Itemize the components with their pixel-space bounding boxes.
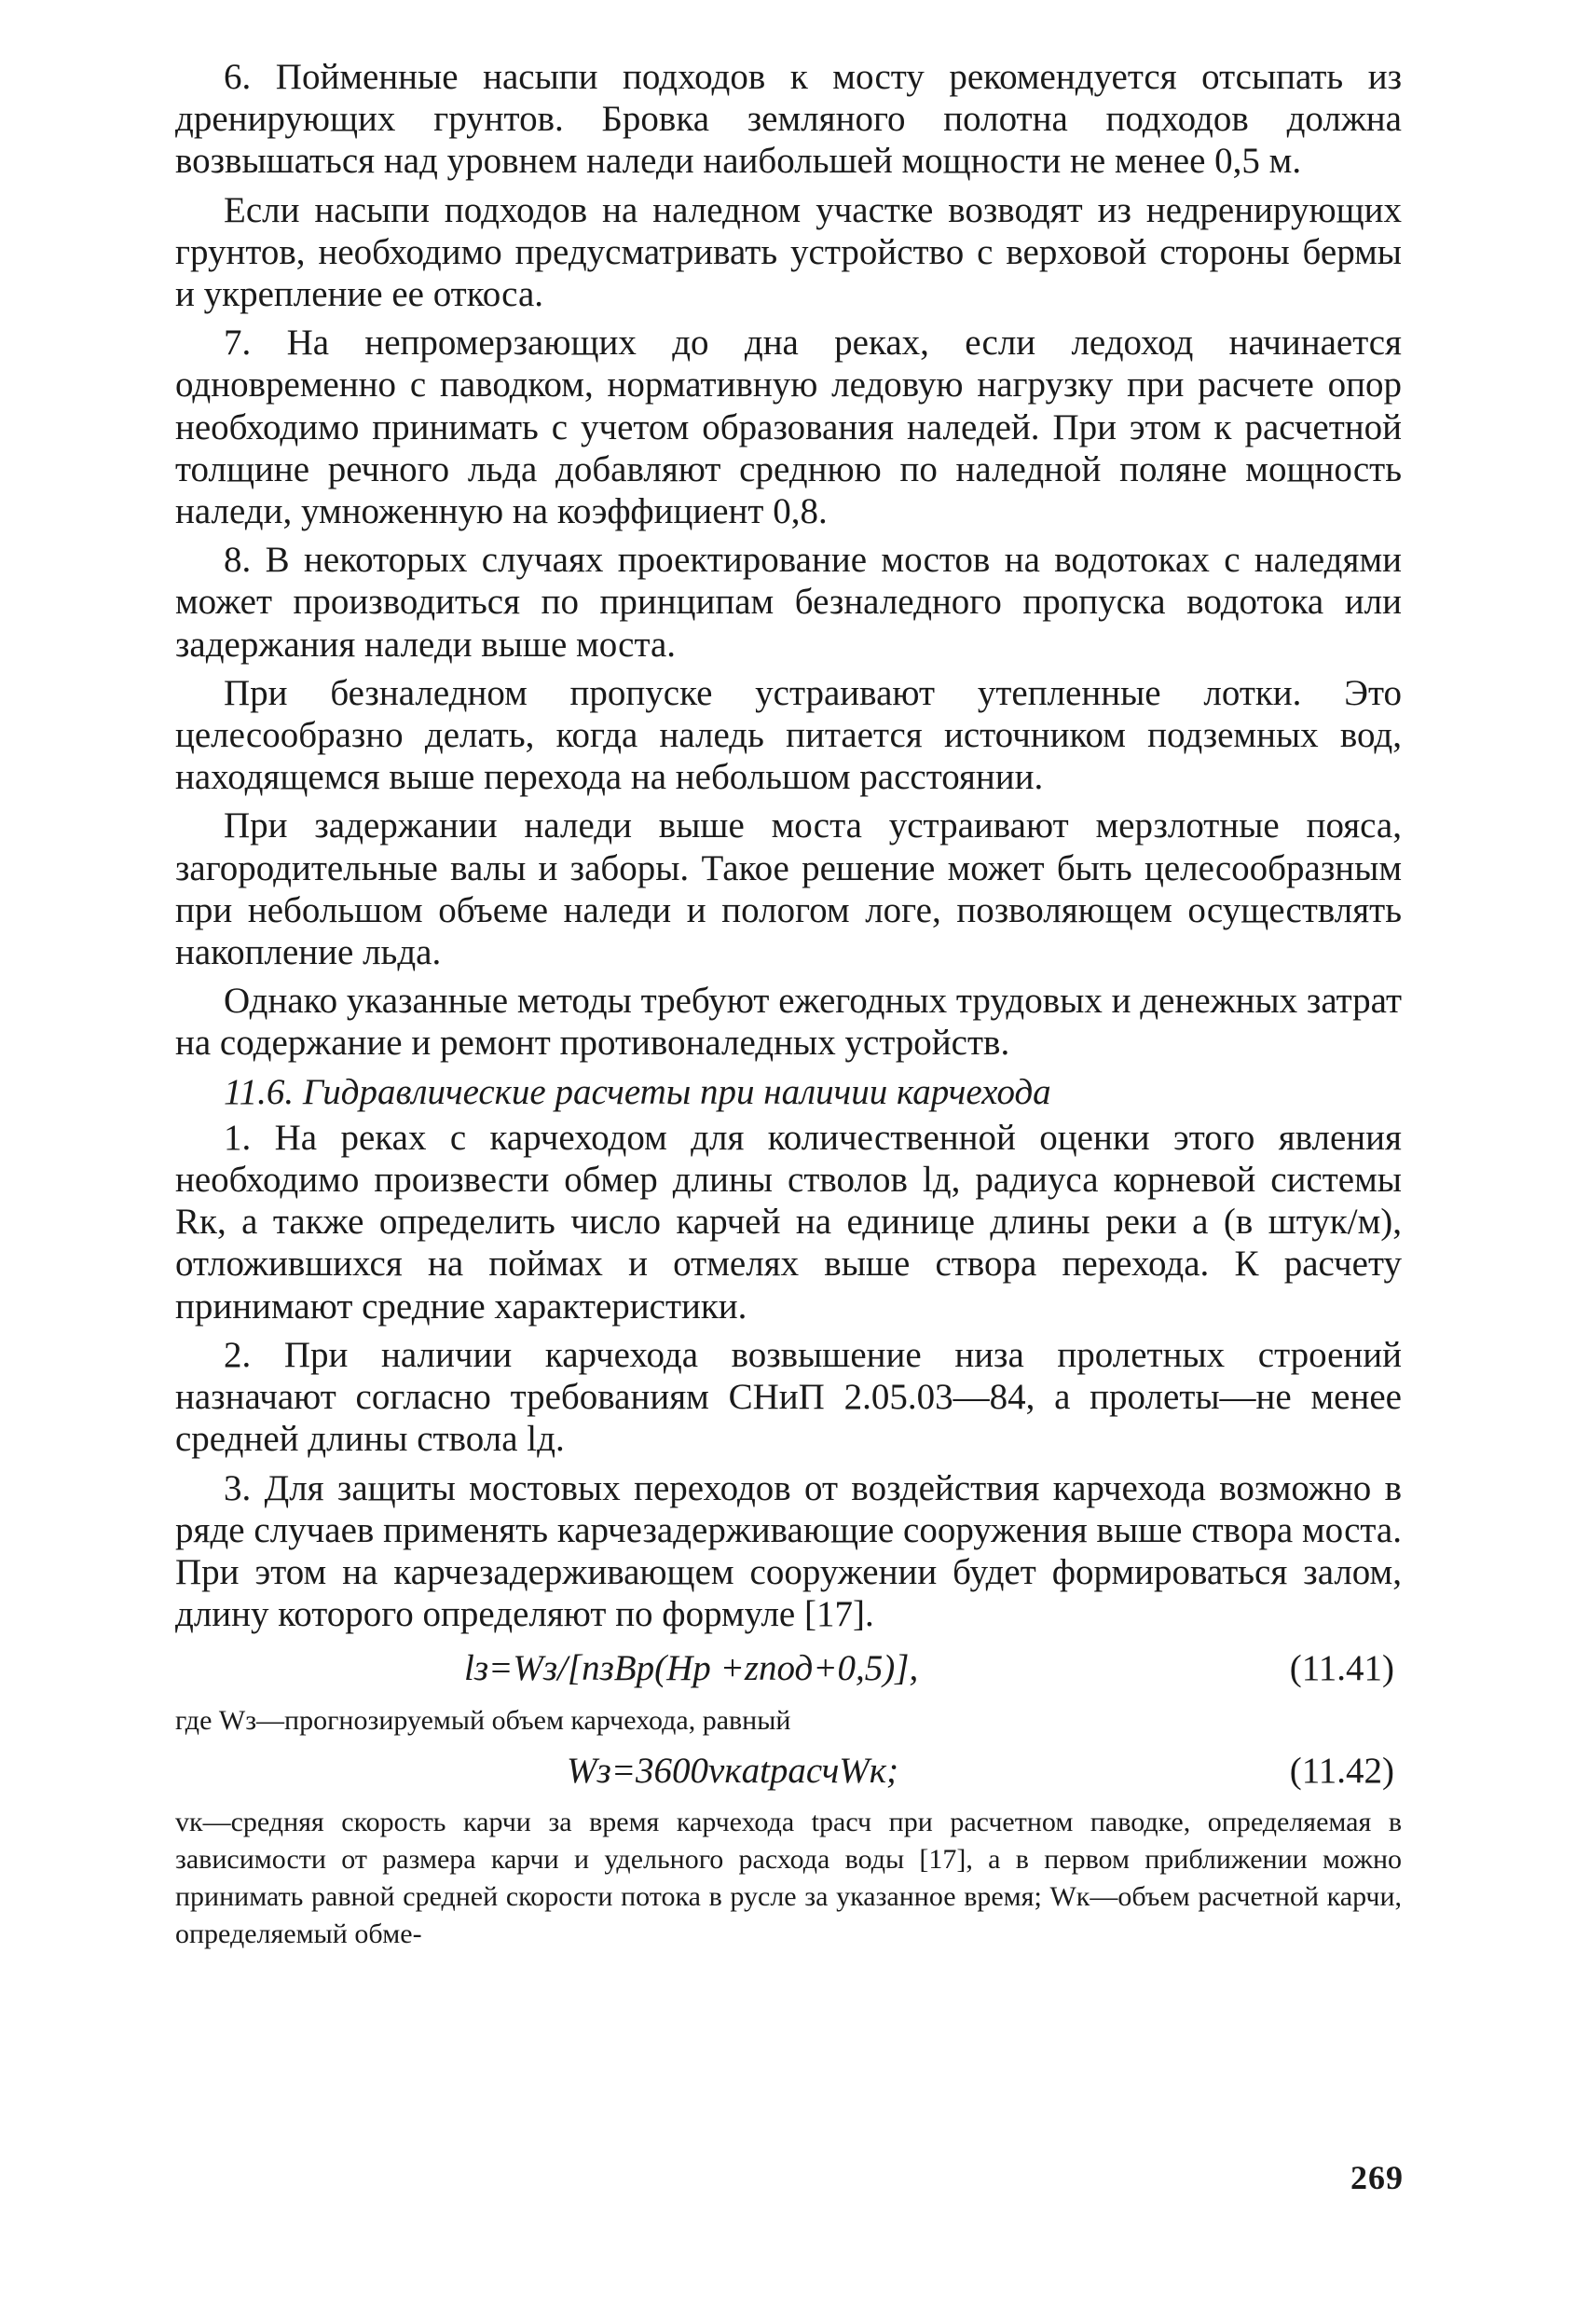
paragraph-3: 3. Для защиты мостовых переходов от воздействия карчехода возможно в ряде случаев применять карчезадерживающие сооружения выше створа моста. При этом на карчезадерживающем сооружении будет формироваться залом, длину которого определяют по формуле [17]. <box>175 1467 1402 1635</box>
page-number: 269 <box>1350 2159 1404 2196</box>
paragraph-6: 6. Пойменные насыпи подходов к мосту рекомендуется отсыпать из дренирующих грунтов. Бровка земляного полотна подходов должна возвышаться над уровнем наледи наибольшей мощности не менее 0,5 м. <box>175 57 1402 182</box>
footnote-paragraph: vк—средняя скорость карчи за время карчехода tрасч при расчетном паводке, определяемая в зависимости от размера карчи и удельного расхода воды [17], а в первом приближении можно принимать равной средней скорости потока в русле за указанное время; Wк—объем расчетной карчи, определяемый обме- <box>175 1807 1402 1950</box>
section-heading: 11.6. Гидравлические расчеты при наличии карчехода <box>224 1071 1051 1112</box>
formula-11-42-expression: Wз=3600vкatрасчWк; <box>567 1751 899 1792</box>
text-column <box>175 56 1402 1953</box>
paragraph-8: 8. В некоторых случаях проектирование мостов на водотоках с наледями может производиться по принципам безналедного пропуска водотока или задержания наледи выше моста. <box>175 540 1402 665</box>
paragraph-1: 1. На реках с карчеходом для количественной оценки этого явления необходимо произвести обмер длины стволов lд, радиуса корневой системы Rк, а также определить число карчей на единице длины реки a (в штук/м), отложившихся на поймах и отмелях выше створа перехода. К расчету принимают средние характеристики. <box>175 1117 1402 1327</box>
formula-11-42 <box>175 1744 1402 1798</box>
formula-11-41 <box>175 1642 1402 1696</box>
formula-11-42-number: (11.42) <box>1289 1751 1394 1792</box>
formula-11-41-expression: lз=Wз/[nзBр(Hр +zпод+0,5)], <box>464 1648 919 1689</box>
paragraph-7: 7. На непромерзающих до дна реках, если ледоход начинается одновременно с паводком, нормативную ледовую нагрузку при расчете опор необходимо принимать с учетом образования наледей. При этом к расчетной толщине речного льда добавляют среднюю по наледной поляне мощность наледи, умноженную на коэффициент 0,8. <box>175 323 1402 532</box>
formula-11-41-number: (11.41) <box>1289 1648 1394 1689</box>
paragraph-8-cont-1: При безналедном пропуске устраивают утепленные лотки. Это целесообразно делать, когда наледь питается источником подземных вод, находящемся выше перехода на небольшом расстоянии. <box>175 672 1402 798</box>
paragraph-8-cont-3: Однако указанные методы требуют ежегодных трудовых и денежных затрат на содержание и ремонт противоналедных устройств. <box>175 981 1402 1064</box>
where-line: где Wз—прогнозируемый объем карчехода, равный <box>175 1705 791 1737</box>
paragraph-6-cont: Если насыпи подходов на наледном участке возводят из недренирующих грунтов, необходимо предусматривать устройство с верховой стороны бермы и укрепление ее откоса. <box>175 189 1402 315</box>
paragraph-8-cont-2: При задержании наледи выше моста устраивают мерзлотные пояса, загородительные валы и заборы. Такое решение может быть целесообразным при небольшом объеме наледи и пологом логе, позволяющем осуществлять накопление льда. <box>175 805 1402 973</box>
paragraph-2: 2. При наличии карчехода возвышение низа пролетных строений назначают согласно требованиям СНиП 2.05.03—84, а пролеты—не менее средней длины ствола lд. <box>175 1334 1402 1460</box>
